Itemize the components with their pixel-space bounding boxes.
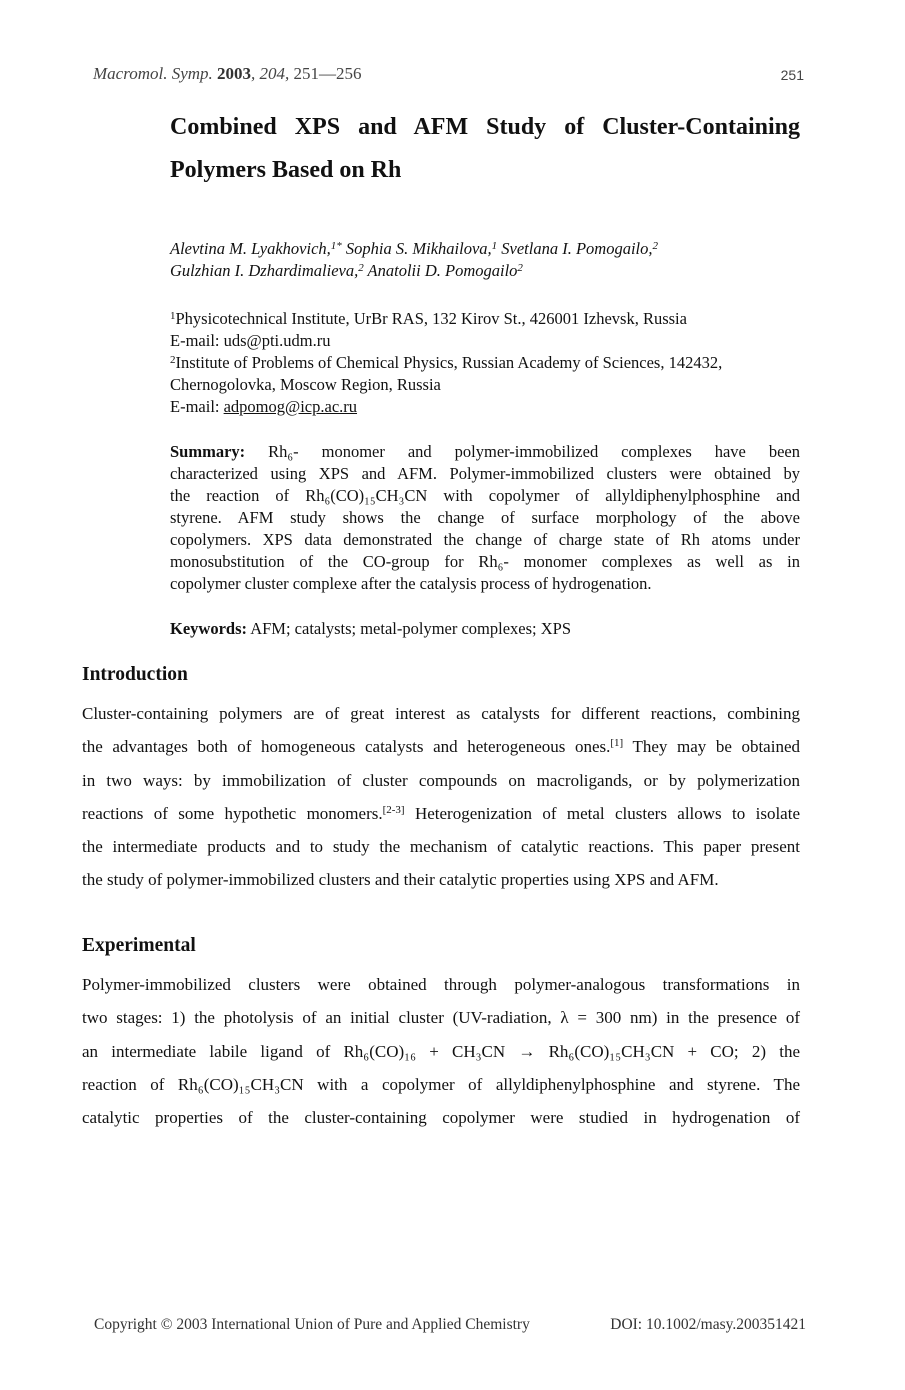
- summary-line: [170, 551, 800, 573]
- text-run: Anatolii D. Pomogailo: [363, 261, 518, 280]
- abstract-summary: [170, 441, 800, 595]
- superscript: 1*: [330, 240, 342, 252]
- summary-line: [170, 463, 800, 485]
- superscript: 2: [652, 240, 659, 252]
- journal-name: Macromol. Symp.: [93, 64, 213, 83]
- text-run: an intermediate labile ligand of Rh₆(CO)₁₆ + CH₃CN → Rh₆(CO)₁₅CH₃CN + CO; 2) the: [82, 1041, 800, 1061]
- body-line: [82, 764, 800, 797]
- section-heading-experimental: Experimental: [82, 935, 196, 956]
- body-line: [82, 1035, 800, 1068]
- email-link[interactable]: adpomog@icp.ac.ru: [223, 397, 358, 416]
- text-run: monosubstitution of the CO-group for Rh₆- monomer complexes as well as in: [170, 552, 800, 571]
- text-run: two stages: 1) the photolysis of an initial cluster (UV-radiation, λ = 300 nm) in the presence of: [82, 1008, 800, 1028]
- page-number: 251: [780, 67, 804, 83]
- text-run: E-mail: uds@pti.udm.ru: [170, 331, 331, 350]
- author-line: [170, 238, 658, 260]
- superscript: 2: [170, 354, 176, 366]
- copyright-notice: Copyright © 2003 International Union of Pure and Applied Chemistry: [94, 1316, 530, 1333]
- text-run: Polymer-immobilized clusters were obtained through polymer-analogous transformations in: [82, 975, 800, 994]
- text-run: Rh₆- monomer and polymer-immobilized complexes have been: [245, 442, 800, 461]
- text-run: the study of polymer-immobilized clusters and their catalytic properties using XPS and AFM.: [82, 870, 719, 890]
- body-line: [82, 1001, 800, 1034]
- text-run: characterized using XPS and AFM. Polymer-immobilized clusters were obtained by: [170, 464, 800, 483]
- journal-citation: Macromol. Symp. 2003, 204, 251—256: [93, 64, 362, 83]
- text-run: the advantages both of homogeneous catalysts and heterogeneous ones.: [82, 737, 611, 757]
- bold-label: Keywords:: [170, 619, 247, 638]
- affiliation-line: [170, 396, 802, 418]
- journal-pages: 251—256: [293, 64, 362, 83]
- superscript: [1]: [610, 737, 624, 750]
- text-run: styrene. AFM study shows the change of surface morphology of the above: [170, 508, 800, 527]
- body-line: [82, 1068, 800, 1101]
- affiliation-line: [170, 330, 802, 352]
- text-run: Chernogolovka, Moscow Region, Russia: [170, 375, 441, 394]
- summary-line: [170, 507, 800, 529]
- body-line: [82, 797, 800, 830]
- affiliations: [170, 308, 802, 418]
- text-run: Alevtina M. Lyakhovich,: [170, 239, 331, 258]
- body-line: [82, 830, 800, 863]
- superscript: [2-3]: [382, 803, 405, 816]
- body-line: [82, 863, 800, 896]
- doi: DOI: 10.1002/masy.200351421: [610, 1316, 806, 1333]
- body-line: [82, 730, 800, 763]
- title-line: Combined XPS and AFM Study of Cluster-Containing: [170, 114, 800, 140]
- affiliation-line: [170, 374, 802, 396]
- introduction-body: [82, 697, 800, 897]
- text-run: the reaction of Rh₆(CO)₁₅CH₃CN with copolymer of allyldiphenylphosphine and: [170, 486, 800, 505]
- journal-volume: 204: [259, 64, 286, 83]
- text-run: Cluster-containing polymers are of great interest as catalysts for different reactions, combining: [82, 704, 800, 723]
- journal-year: 2003: [217, 64, 252, 83]
- superscript: 1: [491, 240, 498, 252]
- text-run: copolymer cluster complexe after the catalysis process of hydrogenation.: [170, 574, 652, 593]
- text-run: the intermediate products and to study the mechanism of catalytic reactions. This paper present: [82, 837, 800, 857]
- body-line: [82, 697, 800, 730]
- experimental-body: [82, 968, 800, 1134]
- text-run: E-mail:: [170, 397, 224, 416]
- section-heading-introduction: Introduction: [82, 664, 188, 685]
- text-run: Heterogenization of metal clusters allows to isolate: [404, 803, 800, 823]
- body-line: [82, 968, 800, 1001]
- text-run: reaction of Rh₆(CO)₁₅CH₃CN with a copolymer of allyldiphenylphosphine and styrene. The: [82, 1074, 800, 1094]
- text-run: Svetlana I. Pomogailo,: [497, 239, 653, 258]
- text-run: in two ways: by immobilization of cluster compounds on macroligands, or by polymerization: [82, 770, 800, 790]
- body-line: [82, 1101, 800, 1134]
- text-run: Sophia S. Mikhailova,: [341, 239, 492, 258]
- text-run: They may be obtained: [623, 737, 800, 757]
- superscript: 2: [517, 262, 523, 274]
- author-list: [170, 238, 658, 282]
- text-run: Gulzhian I. Dzhardimalieva,: [170, 261, 359, 280]
- summary-line: [170, 573, 800, 595]
- summary-line: [170, 485, 800, 507]
- text-run: AFM; catalysts; metal-polymer complexes; XPS: [247, 619, 572, 638]
- paper-title: [170, 106, 800, 192]
- affiliation-line: [170, 352, 802, 374]
- summary-line: [170, 529, 800, 551]
- author-line: [170, 260, 658, 282]
- text-run: copolymers. XPS data demonstrated the change of charge state of Rh atoms under: [170, 530, 800, 549]
- bold-label: Summary:: [170, 442, 246, 461]
- title-line: Polymers Based on Rh: [170, 157, 402, 183]
- text-run: reactions of some hypothetic monomers.: [82, 803, 383, 823]
- superscript: 1: [170, 310, 176, 322]
- text-run: catalytic properties of the cluster-containing copolymer were studied in hydrogenation of: [82, 1108, 800, 1128]
- text-run: Physicotechnical Institute, UrBr RAS, 132 Kirov St., 426001 Izhevsk, Russia: [175, 309, 687, 328]
- summary-line: [170, 441, 800, 463]
- affiliation-line: [170, 308, 802, 330]
- keywords: [170, 619, 571, 639]
- page-footer: [94, 1316, 806, 1334]
- superscript: 2: [358, 262, 364, 274]
- text-run: Institute of Problems of Chemical Physics, Russian Academy of Sciences, 142432,: [175, 353, 723, 372]
